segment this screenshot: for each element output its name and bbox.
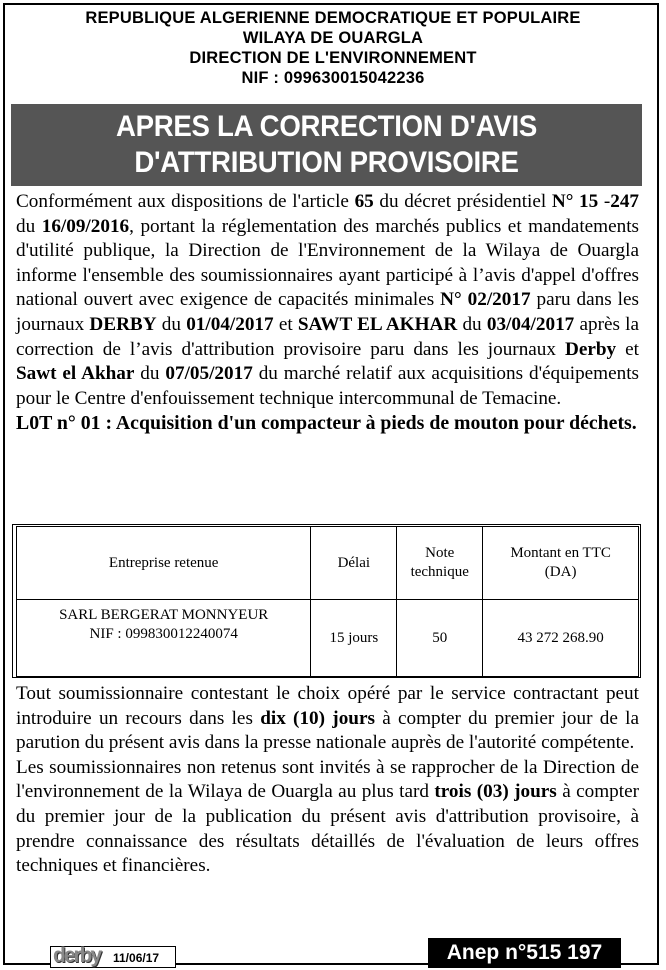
header-wilaya: WILAYA DE OUARGLA — [242, 29, 424, 47]
header-amount: Montant en TTC (DA) — [483, 527, 639, 600]
title-line-2: D'ATTRIBUTION PROVISOIRE — [134, 146, 519, 179]
text: à compter du premier jour de la parution du présent avis dans la presse nationale auprès de l'autorité compétente. — [16, 707, 639, 754]
lot-title: L0T n° 01 : Acquisition d'un compacteur à pieds de mouton pour déchets. — [16, 412, 637, 435]
header-score: Note technique — [397, 527, 483, 600]
header-nif: NIF : 099630015042236 — [241, 69, 425, 87]
cell-score: 50 — [397, 600, 483, 677]
table-row — [17, 600, 639, 677]
text: du — [134, 363, 166, 385]
cell-amount: 43 272 268.90 — [483, 600, 639, 677]
text: - — [598, 191, 611, 212]
text: du — [156, 313, 187, 335]
decree-number-suffix: 247 — [610, 191, 640, 212]
text: Tout soumissionnaire contestant le choix opéré par le service contractant peut introduire un recours dans les — [16, 683, 639, 729]
date: 07/05/2017 — [165, 363, 253, 385]
header — [0, 8, 666, 88]
newspaper-sawt: Sawt el Akhar — [16, 363, 135, 385]
table-header-row — [17, 527, 639, 600]
appeal-paragraph — [16, 682, 639, 879]
company-name: SARL BERGERAT MONNYEUR — [59, 607, 269, 623]
contact-period: trois (03) jours — [434, 781, 557, 803]
text: du marché relatif aux acquisitions d'équipements pour le Centre d'enfouissement technique intercommunal de Temacine. — [16, 363, 640, 409]
text: , portant la réglementation des marchés publics et mandatements d'utilité publique, la Direction de l'Environnement de la Wilaya de Ouargla informe l'ensemble des soumissionnaires ayant participé à l’avis d'appel d'offres national ouvert avec exigence de capacités minimales — [16, 215, 640, 311]
text: paru dans les journaux — [16, 289, 639, 335]
text: après la correction de l’avis d'attribution provisoire paru dans les journaux — [16, 313, 640, 360]
title-banner — [11, 104, 642, 186]
newspaper-sawt: SAWT EL AKHAR — [297, 313, 458, 335]
header-direction: DIRECTION DE L'ENVIRONNEMENT — [189, 49, 477, 67]
text: Conformément aux dispositions de l'article — [16, 191, 355, 212]
header-republic: REPUBLIQUE ALGERIENNE DEMOCRATIQUE ET POPULAIRE — [85, 9, 581, 27]
header-company: Entreprise retenue — [17, 527, 311, 600]
anep-reference: Anep n°515 197 — [428, 938, 621, 968]
tender-number: N° 02/2017 — [440, 289, 531, 311]
text: et — [616, 338, 639, 360]
company-nif: NIF : 099830012240074 — [89, 626, 238, 642]
text: du — [16, 215, 42, 237]
notice-paragraph — [16, 190, 639, 437]
article-number: 65 — [354, 191, 374, 212]
cell-delay: 15 jours — [311, 600, 397, 677]
results-table — [16, 526, 639, 677]
date: 01/04/2017 — [186, 313, 274, 335]
header-delay: Délai — [311, 527, 397, 600]
newspaper-derby: Derby — [564, 338, 617, 360]
date: 03/04/2017 — [486, 313, 575, 335]
publication-stamp — [50, 946, 176, 968]
text: du — [457, 313, 487, 335]
newspaper-derby: DERBY — [89, 313, 157, 335]
publication-date: 11/06/17 — [113, 951, 160, 965]
text: Les soumissionnaires non retenus sont invités à se rapprocher de la Direction de l'environnement de la Wilaya de Ouargla au plus tard — [16, 756, 639, 803]
text: du décret présidentiel — [373, 191, 552, 212]
title-line-1: APRES LA CORRECTION D'AVIS — [115, 110, 538, 143]
text: à compter du premier jour de la publication du présent avis d'attribution provisoire, à prendre connaissance des résultats détaillés de l'évaluation de leurs offres techniques et financières. — [16, 781, 639, 877]
derby-logo: derby — [53, 944, 101, 967]
decree-number: N° 15 — [551, 191, 599, 212]
cell-company — [17, 600, 311, 677]
appeal-period: dix (10) jours — [260, 707, 375, 729]
text: et — [273, 313, 298, 335]
decree-date: 16/09/2016 — [41, 215, 130, 237]
